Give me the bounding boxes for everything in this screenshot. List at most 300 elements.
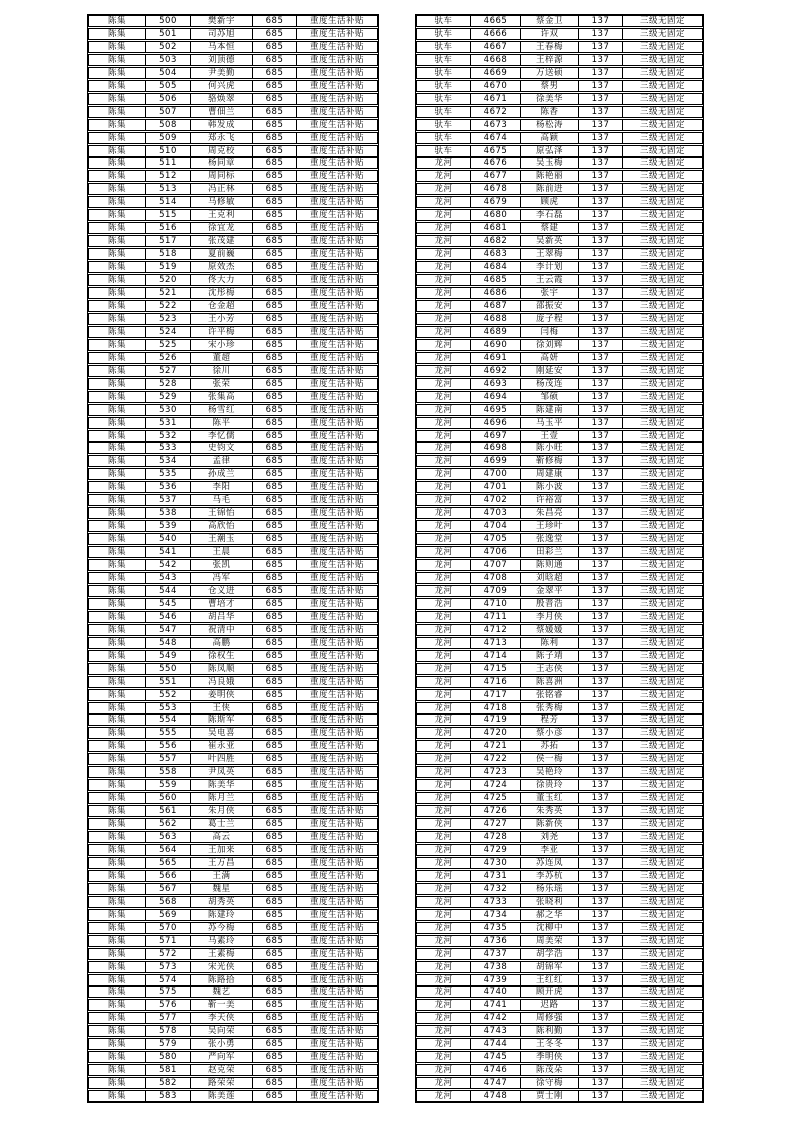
cell-category: 三级无固定 bbox=[639, 326, 685, 337]
table-row bbox=[416, 106, 703, 118]
cell-location: 陈集 bbox=[89, 677, 146, 687]
cell-category: 重度生活补贴 bbox=[309, 715, 364, 726]
table-row bbox=[416, 896, 703, 908]
cell-location: 龙河 bbox=[417, 1052, 471, 1062]
cell-location: 陈集 bbox=[89, 210, 146, 220]
cell-location: 陈集 bbox=[89, 949, 146, 959]
table-row bbox=[416, 663, 703, 675]
table-row bbox=[416, 507, 703, 519]
cell-category: 重度生活补贴 bbox=[309, 676, 364, 687]
cell-serial-number: 4692 bbox=[471, 366, 521, 376]
cell-category: 三级无固定 bbox=[639, 637, 685, 648]
cell-category: 三级无固定 bbox=[639, 676, 685, 687]
cell-person-name: 周修强 bbox=[521, 1013, 579, 1023]
cell-amount: 685 bbox=[253, 1052, 297, 1062]
cell-category: 三级无固定 bbox=[639, 870, 685, 881]
cell-category: 三级无固定 bbox=[639, 521, 685, 532]
cell-amount: 137 bbox=[579, 495, 623, 505]
cell-serial-number: 566 bbox=[146, 871, 191, 881]
cell-location: 陈集 bbox=[89, 962, 146, 972]
cell-location: 陈集 bbox=[89, 625, 146, 635]
cell-location: 龙河 bbox=[417, 171, 471, 181]
table-row bbox=[88, 455, 378, 467]
cell-location: 龙河 bbox=[417, 443, 471, 453]
cell-category: 三级无固定 bbox=[639, 236, 685, 247]
cell-serial-number: 546 bbox=[146, 612, 191, 622]
cell-person-name: 李阳 bbox=[191, 482, 253, 492]
cell-person-name: 魏星 bbox=[191, 884, 253, 894]
cell-person-name: 陈平 bbox=[191, 418, 253, 428]
cell-category: 重度生活补贴 bbox=[309, 806, 364, 817]
cell-location: 龙河 bbox=[417, 1039, 471, 1049]
cell-amount: 685 bbox=[253, 107, 297, 117]
cell-location: 龙河 bbox=[417, 508, 471, 518]
cell-person-name: 李石磊 bbox=[521, 210, 579, 220]
cell-amount: 137 bbox=[579, 146, 623, 156]
cell-location: 陈集 bbox=[89, 728, 146, 738]
table-row bbox=[88, 999, 378, 1011]
cell-amount: 685 bbox=[253, 184, 297, 194]
cell-person-name: 陈喜洲 bbox=[521, 677, 579, 687]
cell-category: 三级无固定 bbox=[639, 598, 685, 609]
cell-serial-number: 4675 bbox=[471, 146, 521, 156]
cell-location: 龙河 bbox=[417, 949, 471, 959]
cell-person-name: 张小勇 bbox=[191, 1039, 253, 1049]
cell-serial-number: 510 bbox=[146, 146, 191, 156]
cell-location: 陈集 bbox=[89, 703, 146, 713]
cell-category: 三级无固定 bbox=[639, 300, 685, 311]
cell-location: 陈集 bbox=[89, 715, 146, 725]
cell-category: 三级无固定 bbox=[639, 754, 685, 765]
cell-person-name: 李亚 bbox=[521, 845, 579, 855]
cell-serial-number: 4683 bbox=[471, 249, 521, 259]
cell-person-name: 邵振安 bbox=[521, 301, 579, 311]
table-row bbox=[88, 326, 378, 338]
table-row bbox=[88, 883, 378, 895]
table-row bbox=[416, 779, 703, 791]
cell-amount: 137 bbox=[579, 68, 623, 78]
cell-location: 龙河 bbox=[417, 638, 471, 648]
cell-amount: 685 bbox=[253, 223, 297, 233]
table-row bbox=[416, 857, 703, 869]
cell-person-name: 严向军 bbox=[191, 1052, 253, 1062]
cell-category: 重度生活补贴 bbox=[309, 482, 364, 493]
cell-person-name: 吴艳玲 bbox=[521, 767, 579, 777]
table-row bbox=[88, 896, 378, 908]
cell-amount: 137 bbox=[579, 275, 623, 285]
cell-person-name: 马毛 bbox=[191, 495, 253, 505]
cell-serial-number: 526 bbox=[146, 353, 191, 363]
cell-location: 陈集 bbox=[89, 184, 146, 194]
table-row bbox=[416, 274, 703, 286]
cell-category: 三级无固定 bbox=[639, 832, 685, 843]
cell-serial-number: 537 bbox=[146, 495, 191, 505]
cell-person-name: 程芳 bbox=[521, 715, 579, 725]
cell-amount: 137 bbox=[579, 405, 623, 415]
cell-category: 重度生活补贴 bbox=[309, 132, 364, 143]
cell-category: 三级无固定 bbox=[639, 1013, 685, 1024]
cell-person-name: 陈香 bbox=[521, 107, 579, 117]
cell-serial-number: 550 bbox=[146, 664, 191, 674]
cell-serial-number: 4713 bbox=[471, 638, 521, 648]
cell-location: 陈集 bbox=[89, 81, 146, 91]
table-row bbox=[88, 520, 378, 532]
cell-amount: 685 bbox=[253, 793, 297, 803]
cell-category: 三级无固定 bbox=[639, 987, 685, 998]
cell-serial-number: 555 bbox=[146, 728, 191, 738]
cell-serial-number: 4690 bbox=[471, 340, 521, 350]
table-row bbox=[416, 689, 703, 701]
table-row bbox=[88, 15, 378, 27]
cell-serial-number: 560 bbox=[146, 793, 191, 803]
cell-serial-number: 4723 bbox=[471, 767, 521, 777]
cell-category: 三级无固定 bbox=[639, 1091, 685, 1102]
cell-location: 陈集 bbox=[89, 301, 146, 311]
cell-category: 三级无固定 bbox=[639, 223, 685, 234]
cell-serial-number: 4715 bbox=[471, 664, 521, 674]
table-row bbox=[88, 339, 378, 351]
table-row bbox=[88, 831, 378, 843]
table-row bbox=[416, 520, 703, 532]
cell-category: 三级无固定 bbox=[639, 1000, 685, 1011]
cell-location: 龙河 bbox=[417, 806, 471, 816]
cell-location: 龙河 bbox=[417, 923, 471, 933]
cell-amount: 685 bbox=[253, 171, 297, 181]
cell-serial-number: 561 bbox=[146, 806, 191, 816]
cell-person-name: 王侠 bbox=[191, 703, 253, 713]
cell-amount: 137 bbox=[579, 210, 623, 220]
cell-category: 重度生活补贴 bbox=[309, 54, 364, 65]
cell-serial-number: 4747 bbox=[471, 1078, 521, 1088]
table-row bbox=[416, 676, 703, 688]
cell-person-name: 张荣 bbox=[191, 379, 253, 389]
cell-amount: 685 bbox=[253, 94, 297, 104]
cell-location: 龙河 bbox=[417, 158, 471, 168]
cell-category: 重度生活补贴 bbox=[309, 935, 364, 946]
cell-person-name: 仓金超 bbox=[191, 301, 253, 311]
cell-amount: 137 bbox=[579, 236, 623, 246]
cell-category: 重度生活补贴 bbox=[309, 236, 364, 247]
cell-amount: 685 bbox=[253, 431, 297, 441]
cell-person-name: 王红红 bbox=[521, 975, 579, 985]
cell-category: 三级无固定 bbox=[639, 456, 685, 467]
cell-amount: 685 bbox=[253, 884, 297, 894]
cell-amount: 137 bbox=[579, 262, 623, 272]
cell-category: 三级无固定 bbox=[639, 171, 685, 182]
cell-serial-number: 545 bbox=[146, 599, 191, 609]
cell-amount: 137 bbox=[579, 884, 623, 894]
cell-amount: 685 bbox=[253, 987, 297, 997]
table-row bbox=[416, 559, 703, 571]
table-row bbox=[416, 28, 703, 40]
cell-amount: 685 bbox=[253, 288, 297, 298]
cell-person-name: 徐宜龙 bbox=[191, 223, 253, 233]
cell-amount: 137 bbox=[579, 715, 623, 725]
table-row bbox=[88, 974, 378, 986]
cell-amount: 137 bbox=[579, 1039, 623, 1049]
cell-serial-number: 581 bbox=[146, 1065, 191, 1075]
cell-category: 重度生活补贴 bbox=[309, 819, 364, 830]
cell-person-name: 蔡小彦 bbox=[521, 728, 579, 738]
cell-amount: 137 bbox=[579, 638, 623, 648]
cell-amount: 137 bbox=[579, 793, 623, 803]
table-row bbox=[88, 598, 378, 610]
cell-category: 重度生活补贴 bbox=[309, 883, 364, 894]
cell-amount: 685 bbox=[253, 599, 297, 609]
cell-person-name: 司苏旭 bbox=[191, 29, 253, 39]
table-row bbox=[88, 261, 378, 273]
cell-category: 重度生活补贴 bbox=[309, 1039, 364, 1050]
cell-location: 陈集 bbox=[89, 275, 146, 285]
cell-amount: 137 bbox=[579, 1013, 623, 1023]
cell-amount: 137 bbox=[579, 42, 623, 52]
cell-category: 三级无固定 bbox=[639, 145, 685, 156]
cell-location: 陈集 bbox=[89, 547, 146, 557]
cell-category: 三级无固定 bbox=[639, 819, 685, 830]
cell-amount: 137 bbox=[579, 690, 623, 700]
cell-person-name: 原弘泽 bbox=[521, 146, 579, 156]
cell-category: 三级无固定 bbox=[639, 689, 685, 700]
cell-serial-number: 519 bbox=[146, 262, 191, 272]
table-row bbox=[88, 611, 378, 623]
cell-amount: 685 bbox=[253, 249, 297, 259]
cell-location: 龙河 bbox=[417, 534, 471, 544]
cell-person-name: 徐刘辉 bbox=[521, 340, 579, 350]
cell-location: 陈集 bbox=[89, 94, 146, 104]
cell-person-name: 张晓利 bbox=[521, 897, 579, 907]
cell-category: 重度生活补贴 bbox=[309, 624, 364, 635]
cell-location: 驮车 bbox=[417, 133, 471, 143]
cell-category: 重度生活补贴 bbox=[309, 223, 364, 234]
cell-amount: 685 bbox=[253, 353, 297, 363]
table-row bbox=[88, 132, 378, 144]
cell-category: 三级无固定 bbox=[639, 857, 685, 868]
cell-serial-number: 4740 bbox=[471, 987, 521, 997]
cell-category: 三级无固定 bbox=[639, 210, 685, 221]
cell-category: 重度生活补贴 bbox=[309, 300, 364, 311]
cell-amount: 137 bbox=[579, 55, 623, 65]
table-row bbox=[416, 909, 703, 921]
cell-location: 陈集 bbox=[89, 495, 146, 505]
cell-location: 龙河 bbox=[417, 975, 471, 985]
cell-amount: 685 bbox=[253, 275, 297, 285]
cell-person-name: 李天侠 bbox=[191, 1013, 253, 1023]
cell-category: 三级无固定 bbox=[639, 339, 685, 350]
cell-category: 重度生活补贴 bbox=[309, 702, 364, 713]
table-row bbox=[88, 844, 378, 856]
cell-location: 龙河 bbox=[417, 262, 471, 272]
cell-amount: 685 bbox=[253, 301, 297, 311]
cell-amount: 137 bbox=[579, 1091, 623, 1101]
cell-person-name: 史钧文 bbox=[191, 443, 253, 453]
cell-serial-number: 4703 bbox=[471, 508, 521, 518]
cell-category: 重度生活补贴 bbox=[309, 767, 364, 778]
cell-serial-number: 4670 bbox=[471, 81, 521, 91]
cell-location: 陈集 bbox=[89, 236, 146, 246]
cell-category: 重度生活补贴 bbox=[309, 249, 364, 260]
cell-person-name: 曹培才 bbox=[191, 599, 253, 609]
cell-person-name: 张秀梅 bbox=[521, 703, 579, 713]
cell-category: 三级无固定 bbox=[639, 909, 685, 920]
cell-location: 陈集 bbox=[89, 340, 146, 350]
table-row bbox=[88, 313, 378, 325]
cell-amount: 685 bbox=[253, 262, 297, 272]
cell-person-name: 刘尧 bbox=[521, 832, 579, 842]
cell-category: 重度生活补贴 bbox=[309, 1052, 364, 1063]
cell-location: 陈集 bbox=[89, 1078, 146, 1088]
cell-person-name: 陈则通 bbox=[521, 560, 579, 570]
cell-serial-number: 4714 bbox=[471, 651, 521, 661]
table-row bbox=[416, 300, 703, 312]
table-row bbox=[88, 753, 378, 765]
cell-category: 三级无固定 bbox=[639, 1052, 685, 1063]
cell-serial-number: 574 bbox=[146, 975, 191, 985]
table-row bbox=[88, 352, 378, 364]
cell-category: 重度生活补贴 bbox=[309, 793, 364, 804]
cell-person-name: 陈艳丽 bbox=[521, 171, 579, 181]
table-row bbox=[416, 170, 703, 182]
cell-person-name: 王加来 bbox=[191, 845, 253, 855]
cell-serial-number: 4744 bbox=[471, 1039, 521, 1049]
table-row bbox=[88, 676, 378, 688]
cell-category: 重度生活补贴 bbox=[309, 650, 364, 661]
cell-location: 陈集 bbox=[89, 29, 146, 39]
cell-person-name: 沈柳中 bbox=[521, 923, 579, 933]
table-row bbox=[88, 404, 378, 416]
cell-amount: 137 bbox=[579, 728, 623, 738]
cell-amount: 685 bbox=[253, 1039, 297, 1049]
table-row bbox=[88, 1077, 378, 1089]
cell-serial-number: 4702 bbox=[471, 495, 521, 505]
cell-serial-number: 525 bbox=[146, 340, 191, 350]
table-row bbox=[416, 93, 703, 105]
cell-category: 三级无固定 bbox=[639, 961, 685, 972]
cell-amount: 685 bbox=[253, 469, 297, 479]
table-row bbox=[416, 986, 703, 998]
table-row bbox=[416, 391, 703, 403]
cell-serial-number: 4681 bbox=[471, 223, 521, 233]
cell-location: 陈集 bbox=[89, 858, 146, 868]
cell-category: 重度生活补贴 bbox=[309, 896, 364, 907]
cell-location: 陈集 bbox=[89, 521, 146, 531]
cell-person-name: 张铭睿 bbox=[521, 690, 579, 700]
cell-amount: 137 bbox=[579, 29, 623, 39]
cell-serial-number: 571 bbox=[146, 936, 191, 946]
table-row bbox=[88, 663, 378, 675]
cell-location: 陈集 bbox=[89, 1091, 146, 1101]
cell-amount: 137 bbox=[579, 107, 623, 117]
cell-person-name: 冯军 bbox=[191, 573, 253, 583]
table-row bbox=[88, 248, 378, 260]
cell-amount: 685 bbox=[253, 754, 297, 764]
cell-category: 三级无固定 bbox=[639, 365, 685, 376]
cell-amount: 685 bbox=[253, 547, 297, 557]
cell-serial-number: 4698 bbox=[471, 443, 521, 453]
cell-category: 重度生活补贴 bbox=[309, 197, 364, 208]
table-row bbox=[88, 222, 378, 234]
table-row bbox=[416, 922, 703, 934]
cell-amount: 685 bbox=[253, 1065, 297, 1075]
cell-person-name: 董玉红 bbox=[521, 793, 579, 803]
cell-person-name: 路荣荣 bbox=[191, 1078, 253, 1088]
cell-amount: 137 bbox=[579, 599, 623, 609]
cell-location: 陈集 bbox=[89, 392, 146, 402]
cell-person-name: 朱秀英 bbox=[521, 806, 579, 816]
cell-serial-number: 4667 bbox=[471, 42, 521, 52]
cell-location: 龙河 bbox=[417, 780, 471, 790]
cell-serial-number: 579 bbox=[146, 1039, 191, 1049]
cell-person-name: 杨同章 bbox=[191, 158, 253, 168]
cell-category: 三级无固定 bbox=[639, 67, 685, 78]
cell-person-name: 陈子靖 bbox=[521, 651, 579, 661]
cell-person-name: 崔永亚 bbox=[191, 741, 253, 751]
table-row bbox=[88, 857, 378, 869]
cell-person-name: 闫梅 bbox=[521, 327, 579, 337]
cell-amount: 685 bbox=[253, 651, 297, 661]
cell-location: 龙河 bbox=[417, 431, 471, 441]
cell-person-name: 杨乐瑶 bbox=[521, 884, 579, 894]
table-row bbox=[88, 119, 378, 131]
cell-amount: 685 bbox=[253, 858, 297, 868]
cell-amount: 137 bbox=[579, 184, 623, 194]
cell-category: 重度生活补贴 bbox=[309, 728, 364, 739]
table-row bbox=[88, 157, 378, 169]
cell-location: 陈集 bbox=[89, 158, 146, 168]
cell-serial-number: 4731 bbox=[471, 871, 521, 881]
cell-category: 重度生活补贴 bbox=[309, 987, 364, 998]
table-row bbox=[416, 805, 703, 817]
cell-category: 三级无固定 bbox=[639, 28, 685, 39]
cell-amount: 137 bbox=[579, 314, 623, 324]
table-row bbox=[416, 727, 703, 739]
cell-serial-number: 551 bbox=[146, 677, 191, 687]
cell-amount: 137 bbox=[579, 366, 623, 376]
cell-location: 龙河 bbox=[417, 1065, 471, 1075]
cell-category: 三级无固定 bbox=[639, 741, 685, 752]
table-row bbox=[416, 714, 703, 726]
cell-serial-number: 4732 bbox=[471, 884, 521, 894]
cell-location: 龙河 bbox=[417, 314, 471, 324]
cell-serial-number: 563 bbox=[146, 832, 191, 842]
cell-location: 陈集 bbox=[89, 431, 146, 441]
cell-person-name: 葛士兰 bbox=[191, 819, 253, 829]
cell-location: 陈集 bbox=[89, 638, 146, 648]
cell-category: 重度生活补贴 bbox=[309, 689, 364, 700]
cell-person-name: 叶四胜 bbox=[191, 754, 253, 764]
cell-person-name: 殷晋浩 bbox=[521, 599, 579, 609]
cell-category: 三级无固定 bbox=[639, 715, 685, 726]
cell-serial-number: 522 bbox=[146, 301, 191, 311]
table-row bbox=[88, 805, 378, 817]
cell-category: 三级无固定 bbox=[639, 430, 685, 441]
cell-amount: 137 bbox=[579, 806, 623, 816]
table-row bbox=[88, 468, 378, 480]
cell-category: 重度生活补贴 bbox=[309, 870, 364, 881]
cell-category: 重度生活补贴 bbox=[309, 663, 364, 674]
cell-person-name: 陈建玲 bbox=[191, 910, 253, 920]
cell-person-name: 王晨 bbox=[191, 547, 253, 557]
cell-category: 重度生活补贴 bbox=[309, 961, 364, 972]
cell-amount: 685 bbox=[253, 146, 297, 156]
table-row bbox=[88, 365, 378, 377]
cell-person-name: 冯良娥 bbox=[191, 677, 253, 687]
cell-location: 龙河 bbox=[417, 612, 471, 622]
cell-category: 三级无固定 bbox=[639, 404, 685, 415]
table-row bbox=[416, 54, 703, 66]
cell-amount: 137 bbox=[579, 327, 623, 337]
cell-amount: 137 bbox=[579, 664, 623, 674]
cell-category: 三级无固定 bbox=[639, 793, 685, 804]
